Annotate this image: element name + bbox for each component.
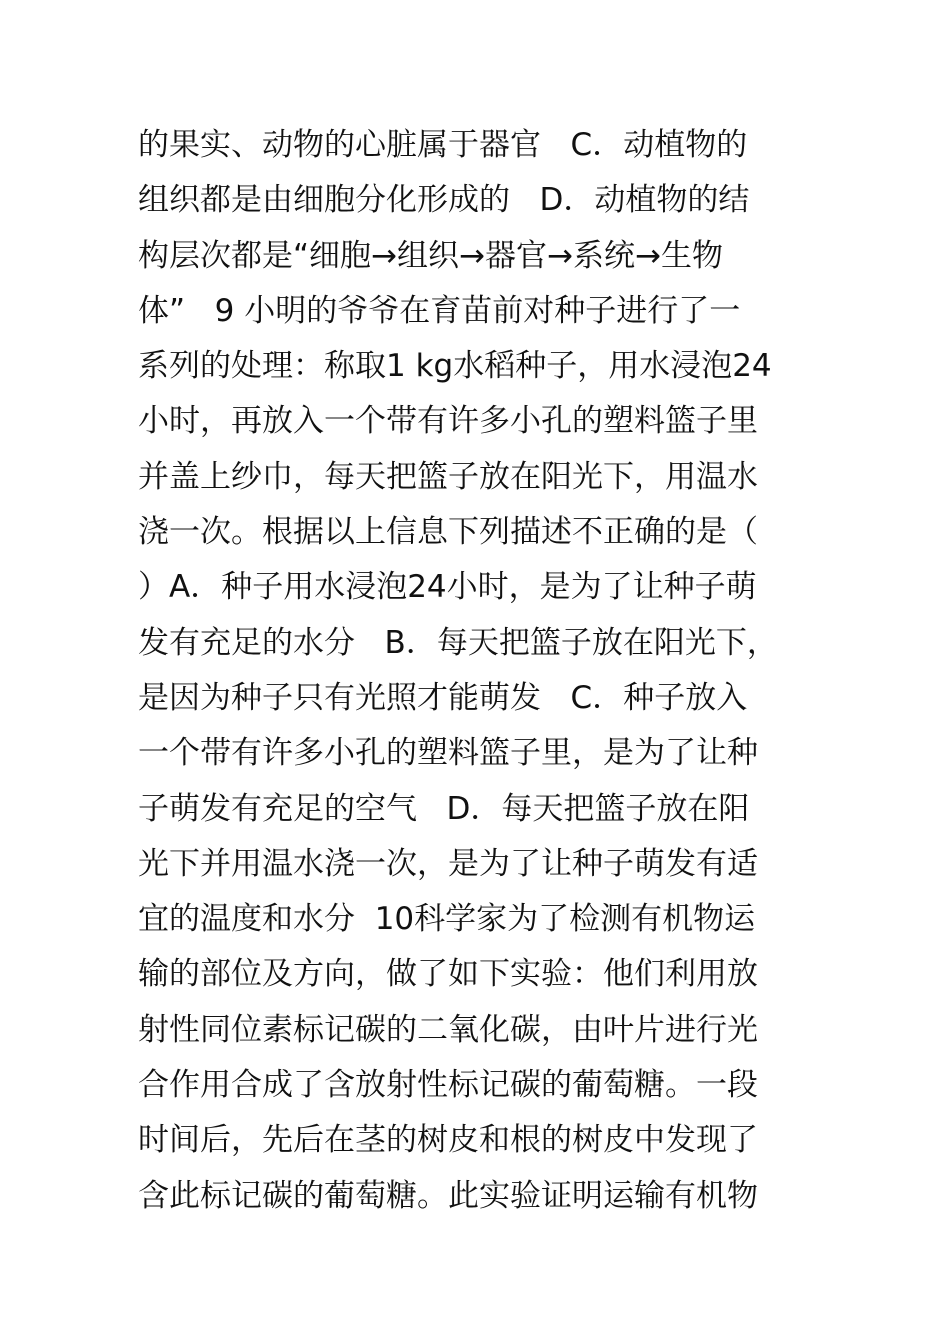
text-line-13: 子萌发有充足的空气 D．每天把篮子放在阳 (138, 790, 750, 827)
text-line-5: 系列的处理：称取1 kg水稻种子，用水浸泡24 (138, 348, 772, 385)
text-line-15: 宜的温度和水分 10科学家为了检测有机物运 (138, 901, 756, 938)
text-line-7: 并盖上纱巾，每天把篮子放在阳光下，用温水 (138, 458, 758, 495)
text-line-18: 合作用合成了含放射性标记碳的葡萄糖。一段 (138, 1067, 758, 1104)
text-line-2: 组织都是由细胞分化形成的 D．动植物的结 (138, 182, 750, 219)
text-line-14: 光下并用温水浇一次，是为了让种子萌发有适 (138, 845, 758, 882)
text-line-17: 射性同位素标记碳的二氧化碳，由叶片进行光 (138, 1011, 758, 1048)
text-line-4: 体” 9 小明的爷爷在育苗前对种子进行了一 (138, 292, 741, 329)
document-text (138, 118, 828, 1224)
text-line-10: 发有充足的水分 B．每天把篮子放在阳光下， (138, 624, 778, 661)
text-line-11: 是因为种子只有光照才能萌发 C．种子放入 (138, 679, 748, 716)
text-line-20: 含此标记碳的葡萄糖。此实验证明运输有机物 (138, 1177, 758, 1214)
text-line-12: 一个带有许多小孔的塑料篮子里，是为了让种 (138, 735, 758, 772)
text-line-16: 输的部位及方向，做了如下实验：他们利用放 (138, 956, 758, 993)
text-line-1: 的果实、动物的心脏属于器官 C．动植物的 (138, 127, 748, 163)
text-line-8: 浇一次。根据以上信息下列描述不正确的是（ (138, 514, 758, 551)
text-line-3: 构层次都是“细胞→组织→器官→系统→生物 (138, 237, 723, 274)
text-line-19: 时间后，先后在茎的树皮和根的树皮中发现了 (138, 1122, 758, 1159)
text-line-6: 小时，再放入一个带有许多小孔的塑料篮子里 (138, 403, 758, 440)
text-line-9: ）A．种子用水浸泡24小时，是为了让种子萌 (138, 569, 757, 606)
